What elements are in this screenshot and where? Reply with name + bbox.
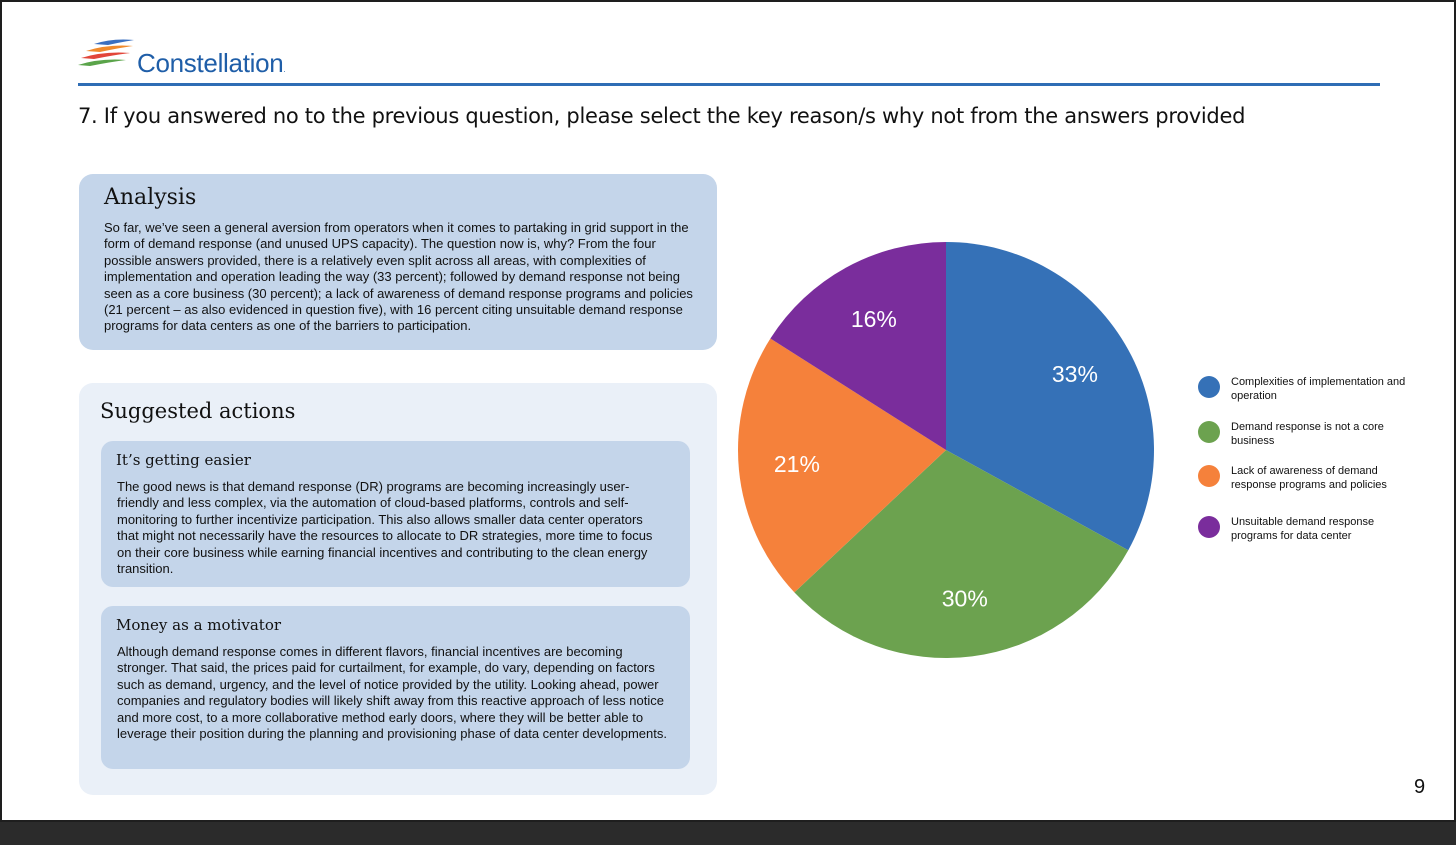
- legend-item: [1198, 514, 1408, 550]
- legend-item: [1198, 463, 1408, 499]
- legend-label: Demand response is not a core business: [1231, 421, 1384, 447]
- pie-slice-label: 30%: [941, 585, 988, 612]
- legend-item: [1198, 374, 1408, 410]
- brand-name: Constellation.: [137, 48, 286, 78]
- constellation-swoosh-icon: [78, 38, 136, 68]
- viewer-bottom-bar: [0, 822, 1456, 845]
- action-card: [101, 606, 690, 769]
- legend-swatch: [1198, 516, 1220, 538]
- analysis-card: [79, 174, 717, 350]
- suggested-actions-card: [79, 383, 717, 795]
- action-card: [101, 441, 690, 587]
- pie-chart: [730, 232, 1160, 672]
- suggested-actions-heading: Suggested actions: [100, 399, 296, 423]
- page-number: 9: [1414, 776, 1426, 798]
- legend-swatch: [1198, 465, 1220, 487]
- action-title: It’s getting easier: [116, 451, 251, 469]
- question-title: 7. If you answered no to the previous question, please select the key reason/s why not from the answers provided: [78, 104, 1246, 128]
- pie-slice-label: 21%: [773, 451, 820, 478]
- action-body: Although demand response comes in different flavors, financial incentives are becoming stronger. That said, the prices paid for curtailment, for example, do vary, depending on factors such as demand, urgency, and the level of notice provided by the utility. Looking ahead, power companies and regulatory bodies will likely shift away from this reactive approach of less notice and more cost, to a more collaborative method early doors, where they will be better able to leverage their position during the planning and provisioning phase of data center developments.: [117, 644, 667, 742]
- constellation-logo: [78, 38, 298, 80]
- legend-label: Unsuitable demand response programs for data center: [1231, 516, 1375, 542]
- pie-slice-label: 16%: [850, 305, 897, 332]
- legend-swatch: [1198, 421, 1220, 443]
- pie-slice-label: 33%: [1051, 360, 1098, 387]
- analysis-body: So far, we’ve seen a general aversion from operators when it comes to partaking in grid support in the form of demand response (and unused UPS capacity). The question now is, why? From the four possible answers provided, there is a relatively even split across all areas, with complexities of implementation and operation leading the way (33 percent); followed by demand response not being seen as a core business (30 percent); a lack of awareness of demand response programs and policies (21 percent – as also evidenced in question five), with 16 percent citing unsuitable demand response programs for data centers as one of the barriers to participation.: [104, 220, 693, 334]
- action-title: Money as a motivator: [116, 616, 282, 634]
- header-rule: [78, 83, 1380, 86]
- legend-label: Lack of awareness of demand response programs and policies: [1231, 465, 1387, 491]
- legend-label: Complexities of implementation and operation: [1231, 376, 1406, 402]
- analysis-heading: Analysis: [104, 185, 197, 210]
- legend-swatch: [1198, 376, 1220, 398]
- action-body: The good news is that demand response (DR) programs are becoming increasingly user-friendly and less complex, via the automation of cloud-based platforms, controls and self-monitoring to further incentivize participation. This also allows smaller data center operators that might not necessarily have the resources to allocate to DR strategies, more time to focus on their core business while earning financial incentives and contributing to the clean energy transition.: [117, 479, 653, 577]
- legend-item: [1198, 419, 1408, 455]
